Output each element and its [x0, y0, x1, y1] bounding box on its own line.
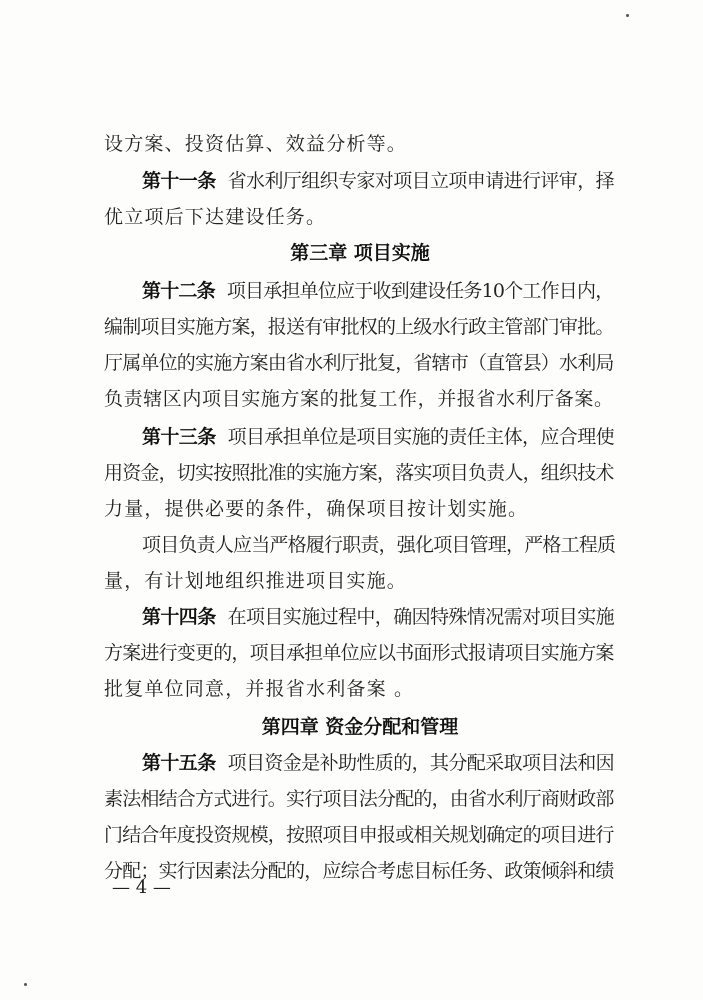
text-line: 项目资金是补助性质的，其分配采取项目法和因 — [227, 752, 615, 774]
article-paragraph-start — [142, 420, 616, 454]
text-line: 优立项后下达建设任务。 — [104, 206, 327, 228]
chapter-title: 第四章 资金分配和管理 — [261, 716, 459, 738]
page-number: — 4 — — [112, 877, 171, 898]
text-line: 厅属单位的实施方案由省水利厅批复，省辖市（直管县）水利局 — [104, 352, 614, 374]
article-heading: 第十五条 — [142, 752, 216, 774]
text-line: 素法相结合方式进行。实行项目法分配的，由省水利厅商财政部 — [104, 788, 614, 810]
text-line: 项目承担单位是项目实施的责任主体，应合理使 — [227, 426, 615, 448]
chapter-title: 第三章 项目实施 — [290, 242, 430, 264]
text-line: 批复单位同意，并报省水利备案 。 — [104, 678, 415, 700]
text-line: 负责辖区内项目实施方案的批复工作，并报省水利厅备案。 — [104, 388, 614, 410]
text-line: 力量，提供必要的条件，确保项目按计划实施。 — [104, 498, 529, 520]
article-heading: 第十一条 — [142, 170, 216, 192]
text-line: 方案进行变更的，项目承担单位应以书面形式报请项目实施方案 — [104, 642, 614, 664]
scan-speck — [24, 983, 27, 986]
text-line: 项目承担单位应于收到建设任务10个工作日内， — [226, 280, 614, 302]
article-paragraph-start — [142, 274, 616, 308]
article-heading: 第十四条 — [142, 606, 216, 628]
article-paragraph-start — [142, 746, 616, 780]
text-line: 项目负责人应当严格履行职责，强化项目管理，严格工程质 — [142, 534, 616, 556]
scan-speck — [626, 14, 629, 17]
article-paragraph-start — [142, 600, 616, 634]
text-line: 分配；实行因素法分配的，应综合考虑目标任务、政策倾斜和绩 — [104, 860, 614, 882]
text-line: 编制项目实施方案，报送有审批权的上级水行政主管部门审批。 — [104, 316, 614, 338]
text-line: 用资金，切实按照批准的实施方案，落实项目负责人，组织技术 — [104, 462, 614, 484]
article-heading: 第十二条 — [142, 280, 215, 302]
text-line: 门结合年度投资规模，按照项目申报或相关规划确定的项目进行 — [104, 824, 614, 846]
text-line: 在项目实施过程中，确因特殊情况需对项目实施 — [227, 606, 615, 628]
text-line: 量，有计划地组织推进项目实施。 — [104, 570, 408, 592]
text-line: 省水利厅组织专家对项目立项申请进行评审，择 — [227, 170, 615, 192]
text-line: 设方案、投资估算、效益分析等。 — [104, 133, 408, 155]
article-paragraph-start — [142, 164, 616, 198]
article-heading: 第十三条 — [142, 426, 216, 448]
